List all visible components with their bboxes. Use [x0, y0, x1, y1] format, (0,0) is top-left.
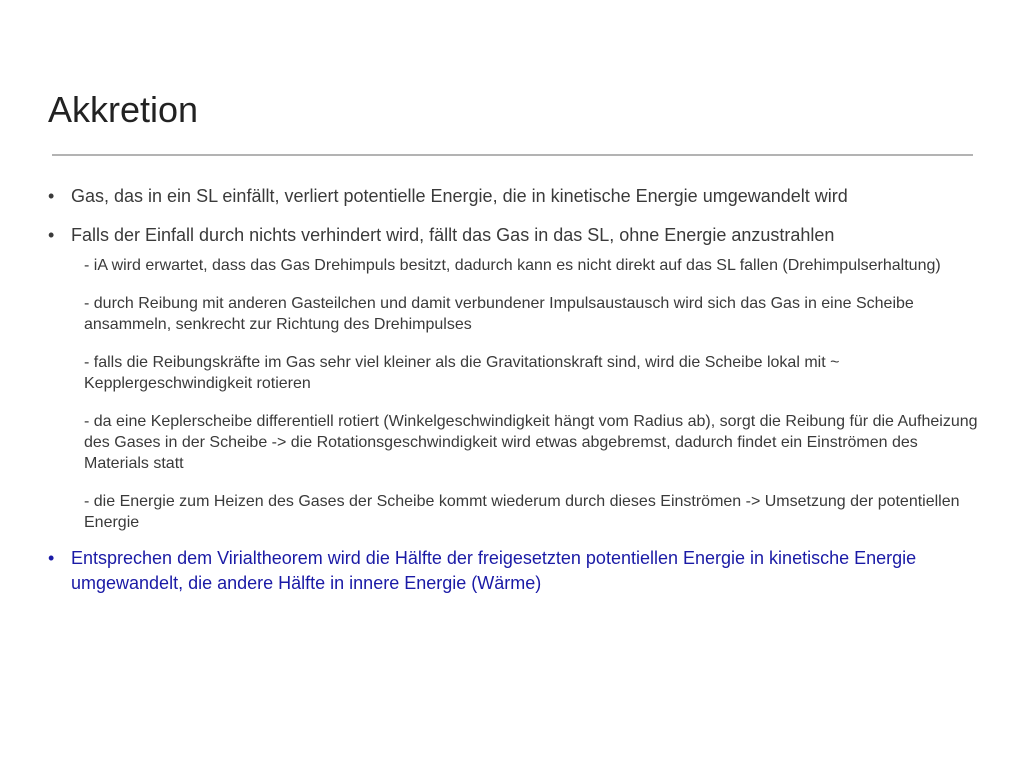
- slide-title: Akkretion: [48, 89, 199, 130]
- sub-bullet-item: - die Energie zum Heizen des Gases der Scheibe kommt wiederum durch dieses Einströmen -> Umsetzung der potentiellen Energie: [84, 493, 960, 531]
- bullet-item: [48, 184, 978, 209]
- bullet-text: Falls der Einfall durch nichts verhindert wird, fällt das Gas in das SL, ohne Energie anzustrahlen: [71, 225, 835, 245]
- sub-bullet-item: - iA wird erwartet, dass das Gas Drehimpuls besitzt, dadurch kann es nicht direkt auf das SL fallen (Drehimpulserhaltung): [84, 257, 941, 274]
- bullet-item-highlighted: [48, 546, 978, 596]
- bullet-item: [48, 223, 978, 248]
- sub-bullet-item: - durch Reibung mit anderen Gasteilchen und damit verbundener Impulsaustausch wird sich das Gas in eine Scheibe ansammeln, senkrecht zur Richtung des Drehimpulses: [84, 295, 914, 333]
- bullet-text: Entsprechen dem Virialtheorem wird die Hälfte der freigesetzten potentiellen Energie in kinetische Energie umgewandelt, die andere Hälfte in innere Energie (Wärme): [71, 548, 917, 593]
- sub-bullet-item: - da eine Keplerscheibe differentiell rotiert (Winkelgeschwindigkeit hängt vom Radius ab), sorgt die Reibung für die Aufheizung des Gases in der Scheibe -> die Rotationsgeschwindigkeit wird etwas abgebremst, dadurch findet ein Einströmen des Materials statt: [84, 413, 978, 472]
- slide-content: [48, 184, 978, 596]
- bullet-dot-icon: •: [48, 225, 55, 245]
- sub-bullet-list: [84, 255, 979, 533]
- bullet-dot-icon: •: [48, 186, 55, 206]
- sub-bullet-item: - falls die Reibungskräfte im Gas sehr viel kleiner als die Gravitationskraft sind, wird die Scheibe lokal mit ~ Kepplergeschwindigkeit rotieren: [84, 354, 840, 392]
- bullet-text: Gas, das in ein SL einfällt, verliert potentielle Energie, die in kinetische Energie umgewandelt wird: [71, 186, 848, 206]
- title-divider: [52, 154, 973, 156]
- bullet-dot-icon: •: [48, 548, 55, 568]
